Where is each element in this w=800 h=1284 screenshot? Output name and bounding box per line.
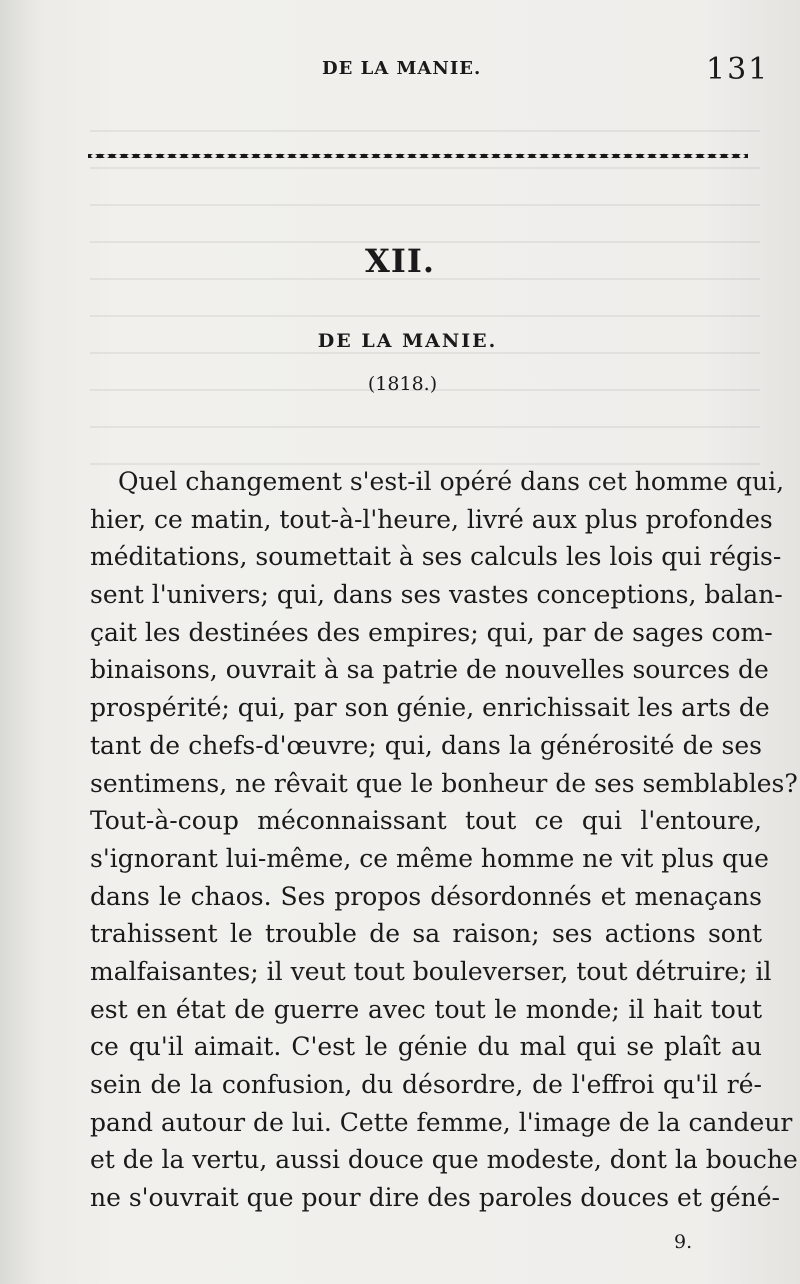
text-line: sein de la confusion, du désordre, de l'effroi qu'il ré- xyxy=(90,1070,762,1099)
signature-mark: 9. xyxy=(674,1231,693,1253)
text-line: tant de chefs-d'œuvre; qui, dans la générosité de ses xyxy=(90,730,762,760)
text-line: binaisons, ouvrait à sa patrie de nouvelles sources de xyxy=(90,655,769,685)
page-number: 131 xyxy=(706,52,770,87)
running-head xyxy=(0,50,800,90)
text-line: Tout-à-coup méconnaissant tout ce qui l'entoure, xyxy=(90,806,762,836)
text-line: et de la vertu, aussi douce que modeste, dont la bouche xyxy=(90,1145,798,1175)
text-line: est en état de guerre avec tout le monde; il hait tout xyxy=(90,994,762,1024)
decorative-rule xyxy=(88,148,748,164)
text-line: sent l'univers; qui, dans ses vastes conceptions, balan- xyxy=(90,580,783,610)
text-line: prospérité; qui, par son génie, enrichissait les arts de xyxy=(90,693,770,723)
body-text xyxy=(90,463,798,1217)
chapter-date: (1818.) xyxy=(367,373,438,395)
chapter-number: XII. xyxy=(365,242,435,280)
text-line: s'ignorant lui-même, ce même homme ne vit plus que xyxy=(90,843,769,873)
text-line: ne s'ouvrait que pour dire des paroles douces et géné- xyxy=(90,1183,780,1213)
text-line: méditations, soumettait à ses calculs les lois qui régis- xyxy=(90,542,782,572)
text-line: çait les destinées des empires; qui, par de sages com- xyxy=(90,617,773,647)
text-line: pand autour de lui. Cette femme, l'image de la candeur xyxy=(90,1107,793,1137)
text-line: hier, ce matin, tout-à-l'heure, livré aux plus profondes xyxy=(90,504,773,534)
chapter-title: DE LA MANIE. xyxy=(317,330,498,352)
running-title: DE LA MANIE. xyxy=(322,58,482,79)
text-line: trahissent le trouble de sa raison; ses actions sont xyxy=(90,919,762,949)
text-line: sentimens, ne rêvait que le bonheur de ses semblables? xyxy=(90,768,798,798)
text-line: dans le chaos. Ses propos désordonnés et menaçans xyxy=(90,881,762,911)
text-line: ce qu'il aimait. C'est le génie du mal qui se plaît au xyxy=(90,1032,762,1062)
text-line: Quel changement s'est-il opéré dans cet homme qui, xyxy=(118,467,785,496)
text-line: malfaisantes; il veut tout bouleverser, tout détruire; il xyxy=(90,956,772,986)
